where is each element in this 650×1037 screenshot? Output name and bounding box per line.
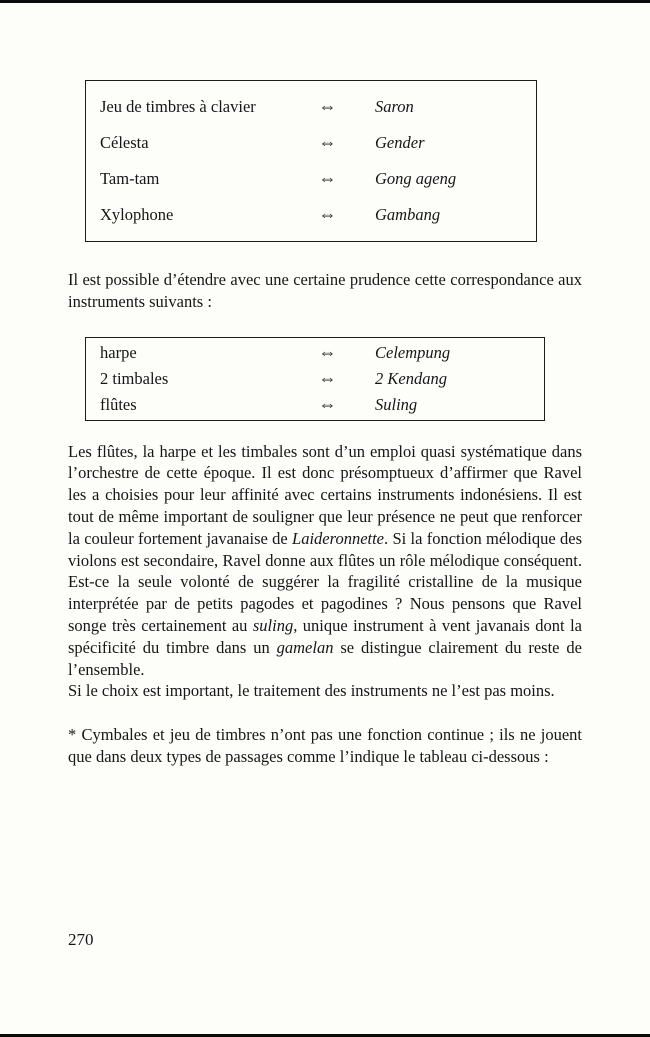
table-row bbox=[100, 340, 544, 366]
western-instrument: flûtes bbox=[100, 394, 137, 414]
equivalence-arrow-icon: ⇔ bbox=[318, 96, 337, 117]
javanese-instrument: Suling bbox=[375, 394, 418, 414]
table-row bbox=[100, 89, 536, 125]
table-row bbox=[100, 197, 536, 233]
text-segment: Les flûtes, la harpe et les timbales sont d’un emploi quasi systématique dans l’orchestre de cette époque. Il est donc présomptueux d’affirmer que Ravel les a choisies pour leur affinité avec certains instruments indonésiens. Il est tout de même important de souligner que leur présence ne peut que renforcer la couleur fortement javanaise de bbox=[68, 441, 582, 548]
javanese-instrument: Saron bbox=[375, 97, 414, 117]
western-instrument: Tam-tam bbox=[100, 169, 160, 189]
main-paragraph bbox=[68, 441, 582, 681]
scan-edge-top bbox=[0, 0, 650, 3]
italic-term: Laideronnette bbox=[292, 528, 385, 548]
western-instrument: 2 timbales bbox=[100, 368, 169, 388]
javanese-instrument: Gong ageng bbox=[375, 169, 457, 189]
intro-paragraph: Il est possible d’étendre avec une certaine prudence cette correspondance aux instruments suivants : bbox=[68, 270, 582, 311]
page-content bbox=[68, 80, 582, 768]
table-row bbox=[100, 366, 544, 392]
equivalence-arrow-icon: ⇔ bbox=[318, 341, 337, 362]
western-instrument: Jeu de timbres à clavier bbox=[100, 97, 256, 117]
western-instrument: Xylophone bbox=[100, 205, 174, 225]
javanese-instrument: Gambang bbox=[375, 205, 441, 225]
equivalence-arrow-icon: ⇔ bbox=[318, 367, 337, 388]
text-segment: . Si la fonction mélodique des violons est secondaire, Ravel donne aux flûtes un rôle mélodique conséquent. Est-ce la seule volonté de suggérer la fragilité cristalline de la musique interprétée par de petits pagodes et pagodines ? Nous pensons que Ravel songe très certainement au bbox=[68, 528, 582, 635]
equivalence-arrow-icon: ⇔ bbox=[318, 393, 337, 414]
equivalence-arrow-icon: ⇔ bbox=[318, 204, 337, 225]
correspondence-table-1 bbox=[85, 80, 537, 242]
javanese-instrument: Gender bbox=[375, 133, 425, 153]
western-instrument: harpe bbox=[100, 342, 137, 362]
equivalence-arrow-icon: ⇔ bbox=[318, 132, 337, 153]
correspondence-table-2 bbox=[85, 337, 545, 421]
page-number: 270 bbox=[68, 930, 94, 949]
table-row bbox=[100, 161, 536, 197]
footnote-paragraph: * Cymbales et jeu de timbres n’ont pas une fonction continue ; ils ne jouent que dans deux types de passages comme l’indique le tableau ci-dessous : bbox=[68, 725, 582, 766]
equivalence-arrow-icon: ⇔ bbox=[318, 168, 337, 189]
table-row bbox=[100, 125, 536, 161]
western-instrument: Célesta bbox=[100, 133, 149, 153]
follow-up-paragraph: Si le choix est important, le traitement des instruments ne l’est pas moins. bbox=[68, 681, 555, 701]
javanese-instrument: 2 Kendang bbox=[375, 368, 447, 388]
table-row bbox=[100, 392, 544, 418]
javanese-instrument: Celempung bbox=[375, 342, 451, 362]
italic-term: gamelan bbox=[276, 637, 334, 657]
text-segment: , unique instrument à vent javanais dont la spécificité du timbre dans un bbox=[68, 615, 582, 657]
italic-term: suling bbox=[252, 615, 294, 635]
text-segment: se distingue clairement du reste de l’ensemble. bbox=[68, 637, 582, 679]
